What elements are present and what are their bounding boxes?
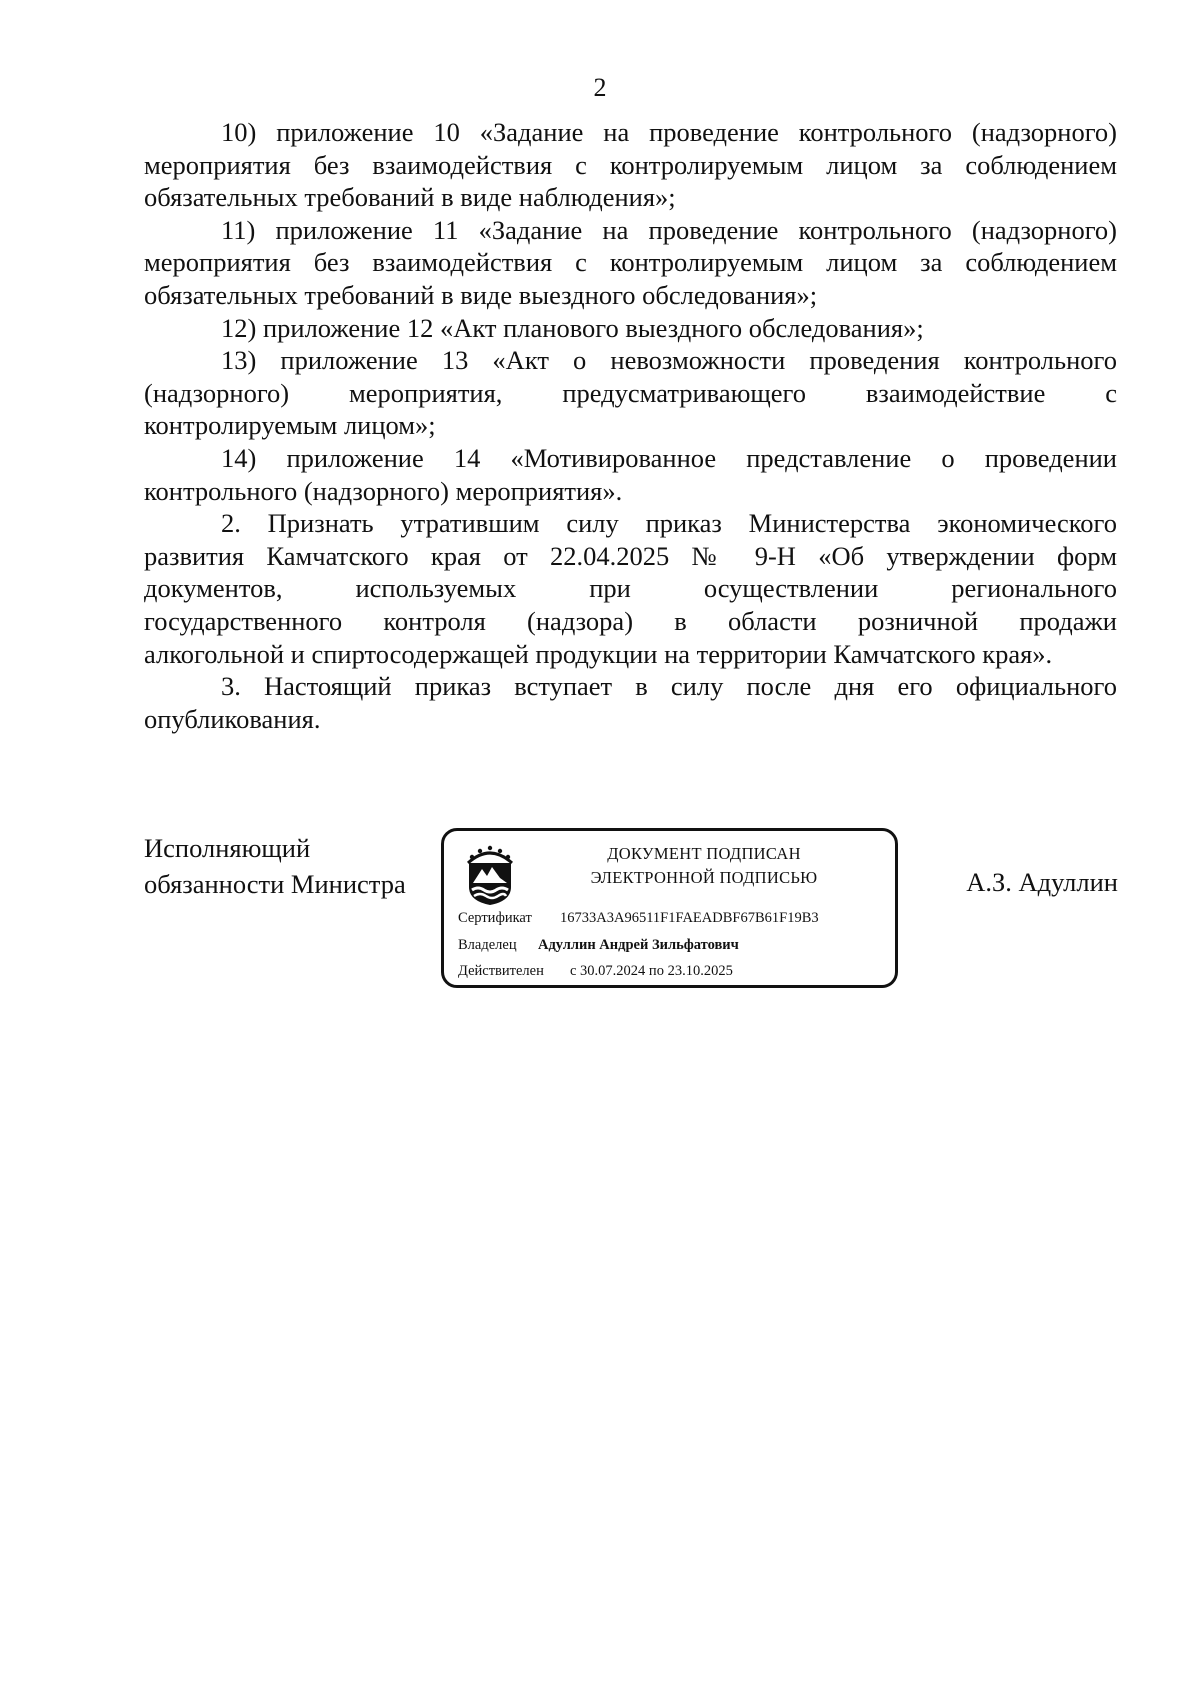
validity-value: с 30.07.2024 по 23.10.2025	[570, 963, 733, 979]
validity-label: Действителен	[458, 963, 544, 979]
text-line: (надзорного) мероприятия, предусматривающего взаимодействие с	[144, 377, 1117, 408]
page-number: 2	[593, 73, 607, 102]
owner-label: Владелец	[458, 937, 517, 953]
signatory-position-line1: Исполняющий	[144, 833, 311, 863]
text-line: государственного контроля (надзора) в области розничной продажи	[144, 605, 1117, 636]
stamp-title-line1: ДОКУМЕНТ ПОДПИСАН	[607, 844, 801, 863]
signatory-position	[144, 830, 406, 902]
text-line: 2. Признать утратившим силу приказ Министерства экономического	[221, 508, 1117, 539]
certificate-label: Сертификат	[458, 910, 532, 926]
text-line: контрольного (надзорного) мероприятия».	[144, 475, 623, 506]
clause-2	[144, 507, 1117, 670]
text-line: 10) приложение 10 «Задание на проведение контрольного (надзорного)	[221, 117, 1117, 147]
signatory-position-line2: обязанности Министра	[144, 869, 406, 899]
text-line: мероприятия без взаимодействия с контролируемым лицом за соблюдением	[144, 149, 1117, 180]
list-item-appendix-10	[144, 116, 1117, 214]
list-item-appendix-12	[144, 312, 1117, 345]
stamp-certificate-row	[458, 909, 819, 927]
electronic-signature-stamp	[441, 828, 898, 988]
text-line: контролируемым лицом»;	[144, 410, 436, 441]
list-item-appendix-13	[144, 344, 1117, 442]
text-line: опубликования.	[144, 703, 321, 734]
kamchatka-coat-of-arms-icon	[462, 843, 518, 907]
text-line: мероприятия без взаимодействия с контролируемым лицом за соблюдением	[144, 247, 1117, 278]
text-line: развития Камчатского края от 22.04.2025 № 9-Н «Об утверждении форм	[144, 540, 1117, 571]
text-line: 14) приложение 14 «Мотивированное представление о проведении	[221, 442, 1117, 473]
text-line: обязательных требований в виде наблюдения»;	[144, 182, 676, 213]
owner-value: Адуллин Андрей Зильфатович	[538, 937, 739, 953]
text-line: 3. Настоящий приказ вступает в силу после дня его официального	[221, 671, 1117, 702]
text-line: документов, используемых при осуществлении регионального	[144, 573, 1117, 604]
list-item-appendix-11	[144, 214, 1117, 312]
text-line: 13) приложение 13 «Акт о невозможности проведения контрольного	[221, 345, 1117, 376]
text-line: обязательных требований в виде выездного обследования»;	[144, 279, 818, 310]
stamp-validity-row	[458, 962, 733, 980]
signatory-name: А.З. Адуллин	[966, 867, 1118, 897]
text-line: 11) приложение 11 «Задание на проведение контрольного (надзорного)	[221, 214, 1117, 245]
document-body	[144, 116, 1117, 735]
stamp-title-line2: ЭЛЕКТРОННОЙ ПОДПИСЬЮ	[590, 868, 818, 887]
certificate-value: 16733A3A96511F1FAEADBF67B61F19B3	[560, 910, 819, 926]
text-line: алкогольной и спиртосодержащей продукции на территории Камчатского края».	[144, 638, 1053, 669]
text-line: 12) приложение 12 «Акт планового выездного обследования»;	[221, 312, 924, 343]
list-item-appendix-14	[144, 442, 1117, 507]
stamp-owner-row	[458, 936, 739, 954]
clause-3	[144, 670, 1117, 735]
